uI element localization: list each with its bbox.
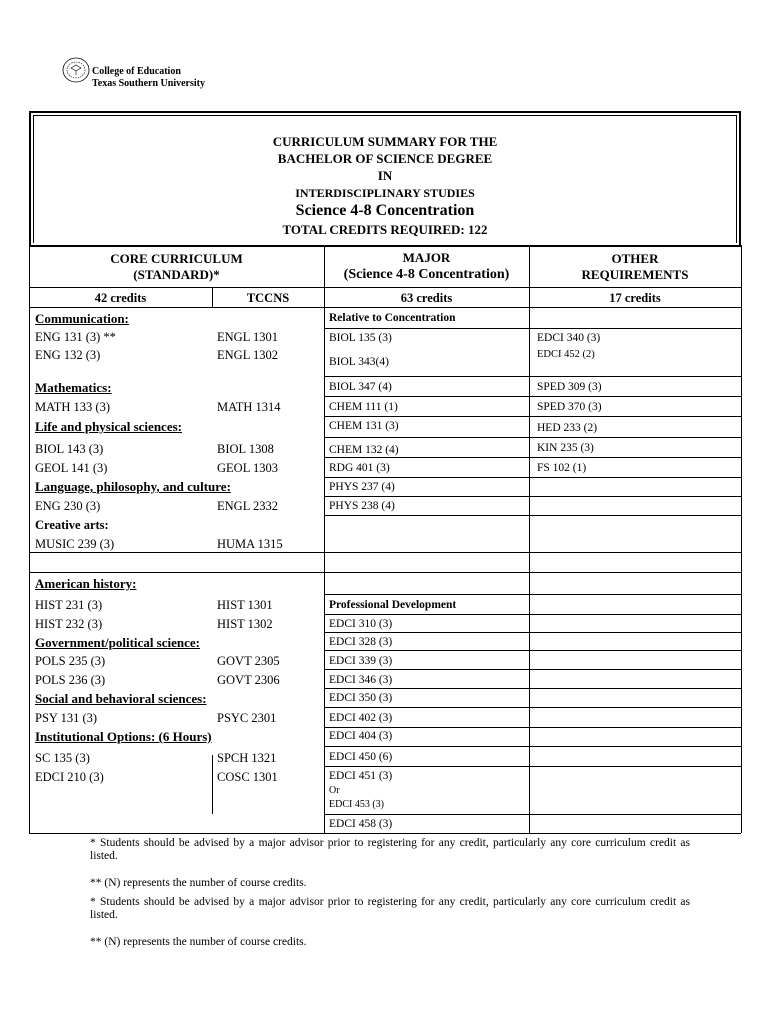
footnote-advising-2: * Students should be advised by a major advisor prior to registering for any credit, particularly any core curriculum credit as listed. bbox=[90, 896, 690, 921]
other-fs102: FS 102 (1) bbox=[537, 462, 587, 474]
tccns-engl2332: ENGL 2332 bbox=[217, 499, 278, 513]
title-line-3: IN bbox=[377, 168, 393, 183]
major-edci346: EDCI 346 (3) bbox=[329, 674, 393, 686]
tccns-engl1302: ENGL 1302 bbox=[217, 348, 278, 362]
core-credits: 42 credits bbox=[94, 291, 147, 305]
course-math133: MATH 133 (3) bbox=[35, 400, 110, 414]
major-edci402: EDCI 402 (3) bbox=[329, 712, 393, 724]
other-credits: 17 credits bbox=[609, 291, 661, 305]
course-music239: MUSIC 239 (3) bbox=[35, 537, 115, 551]
tccns-hist1301: HIST 1301 bbox=[217, 598, 273, 612]
major-chem132: CHEM 132 (4) bbox=[329, 444, 399, 456]
seal-icon bbox=[60, 56, 94, 86]
tccns-psyc2301: PSYC 2301 bbox=[217, 711, 277, 725]
tccns-biol1308: BIOL 1308 bbox=[217, 442, 274, 456]
institution-block bbox=[92, 66, 205, 90]
course-biol143: BIOL 143 (3) bbox=[35, 442, 104, 456]
title-concentration: Science 4-8 Concentration bbox=[295, 202, 475, 219]
major-edci339: EDCI 339 (3) bbox=[329, 655, 393, 667]
section-creative-arts: Creative arts: bbox=[35, 518, 109, 532]
title-line-2: BACHELOR OF SCIENCE DEGREE bbox=[277, 151, 493, 166]
other-sped309: SPED 309 (3) bbox=[537, 381, 602, 393]
section-language: Language, philosophy, and culture: bbox=[35, 479, 231, 494]
other-edci340: EDCI 340 (3) bbox=[537, 332, 601, 344]
course-hist232: HIST 232 (3) bbox=[35, 617, 103, 631]
tccns-cosc1301: COSC 1301 bbox=[217, 770, 278, 784]
major-phys238: PHYS 238 (4) bbox=[329, 500, 395, 512]
tccns-hist1302: HIST 1302 bbox=[217, 617, 273, 631]
title-line-4: INTERDISCIPLINARY STUDIES bbox=[295, 186, 475, 200]
tccns-govt2306: GOVT 2306 bbox=[217, 673, 280, 687]
section-government: Government/political science: bbox=[35, 635, 200, 650]
course-sc135: SC 135 (3) bbox=[35, 751, 90, 765]
other-kin235: KIN 235 (3) bbox=[537, 442, 594, 454]
course-edci210: EDCI 210 (3) bbox=[35, 770, 104, 784]
core-header: CORE CURRICULUM (STANDARD)* bbox=[110, 251, 243, 282]
section-communication: Communication: bbox=[35, 311, 129, 326]
course-eng131: ENG 131 (3) ** bbox=[35, 330, 116, 344]
other-hed233: HED 233 (2) bbox=[537, 422, 598, 434]
section-institutional: Institutional Options: (6 Hours) bbox=[35, 729, 212, 744]
major-biol347: BIOL 347 (4) bbox=[329, 381, 392, 393]
major-relative-heading: Relative to Concentration bbox=[329, 312, 456, 324]
course-hist231: HIST 231 (3) bbox=[35, 598, 103, 612]
tccns-geol1303: GEOL 1303 bbox=[217, 461, 278, 475]
major-edci451: EDCI 451 (3) bbox=[329, 770, 393, 782]
title-line-1: CURRICULUM SUMMARY FOR THE bbox=[272, 134, 498, 149]
major-chem111: CHEM 111 (1) bbox=[329, 401, 398, 413]
tccns-govt2305: GOVT 2305 bbox=[217, 654, 280, 668]
major-rdg401: RDG 401 (3) bbox=[329, 462, 390, 474]
course-geol141: GEOL 141 (3) bbox=[35, 461, 108, 475]
section-american-history: American history: bbox=[35, 576, 137, 591]
major-header: MAJOR (Science 4-8 Concentration) bbox=[343, 250, 510, 282]
other-header: OTHER REQUIREMENTS bbox=[581, 251, 689, 282]
major-or: Or bbox=[329, 785, 340, 796]
major-chem131: CHEM 131 (3) bbox=[329, 420, 399, 432]
course-eng132: ENG 132 (3) bbox=[35, 348, 101, 362]
major-phys237: PHYS 237 (4) bbox=[329, 481, 395, 493]
major-professional-heading: Professional Development bbox=[329, 599, 457, 611]
footnote-credits-1: ** (N) represents the number of course credits. bbox=[90, 877, 307, 889]
university-name: Texas Southern University bbox=[92, 78, 205, 89]
major-biol135: BIOL 135 (3) bbox=[329, 332, 392, 344]
major-biol343: BIOL 343(4) bbox=[329, 356, 389, 368]
tccns-engl1301: ENGL 1301 bbox=[217, 330, 278, 344]
footnote-advising-1: * Students should be advised by a major advisor prior to registering for any credit, particularly any core curriculum credit as listed. bbox=[90, 837, 690, 862]
course-pols236: POLS 236 (3) bbox=[35, 673, 106, 687]
title-total-credits: TOTAL CREDITS REQUIRED: 122 bbox=[282, 222, 488, 237]
major-edci453: EDCI 453 (3) bbox=[329, 799, 384, 810]
tccns-math1314: MATH 1314 bbox=[217, 400, 281, 414]
major-edci404: EDCI 404 (3) bbox=[329, 730, 393, 742]
major-credits: 63 credits bbox=[400, 291, 453, 305]
tccns-huma1315: HUMA 1315 bbox=[217, 537, 283, 551]
section-mathematics: Mathematics: bbox=[35, 380, 112, 395]
other-edci452: EDCI 452 (2) bbox=[537, 349, 595, 360]
section-social-sciences: Social and behavioral sciences: bbox=[35, 691, 207, 706]
major-edci458: EDCI 458 (3) bbox=[329, 818, 393, 830]
major-edci450: EDCI 450 (6) bbox=[329, 751, 393, 763]
major-edci310: EDCI 310 (3) bbox=[329, 618, 393, 630]
course-psy131: PSY 131 (3) bbox=[35, 711, 98, 725]
tccns-spch1321: SPCH 1321 bbox=[217, 751, 277, 765]
section-life-sciences: Life and physical sciences: bbox=[35, 419, 182, 434]
major-edci328: EDCI 328 (3) bbox=[329, 636, 393, 648]
major-edci350: EDCI 350 (3) bbox=[329, 692, 393, 704]
other-sped370: SPED 370 (3) bbox=[537, 401, 602, 413]
footnote-credits-2: ** (N) represents the number of course credits. bbox=[90, 936, 307, 948]
course-pols235: POLS 235 (3) bbox=[35, 654, 106, 668]
college-name: College of Education bbox=[92, 66, 181, 77]
tccns-header: TCCNS bbox=[246, 291, 290, 305]
course-eng230: ENG 230 (3) bbox=[35, 499, 101, 513]
